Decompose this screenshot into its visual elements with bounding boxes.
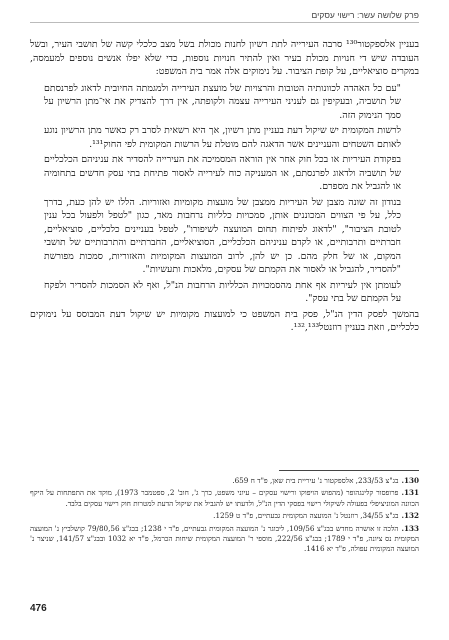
court-quote <box>44 82 401 306</box>
footnote-text: פרופסור קלינגהופר (מהפוש הויפוקו ורישוי עסקים – עיוני משפט, כרך ג', חוב' 2, ספטמבר 1973), מוקד את התפתחות על היקף הכוונה המוניציפלי בפעולה לשיקולי רישוי בפסקי הדין הנ"ל, ולדעתו יש להגביל את שיקול הדעת למטרות חוק רישוי עסקים בלבד. <box>30 488 419 508</box>
footnote-number: 133. <box>401 523 419 533</box>
footnote-text: הלכה זו אושרה מחדש בבג"צ 109/56, ליבוגר נ' המועצה המקומית גבעתיים, פ"ד י 1238; בבג"צ 79/80,56 קושלביץ נ' המועצה המקומית נס ציונה, פ"ד י 1789; בבג"צ 222/56, מוספי ר' המועצה המקומית שיחות הכרמל, פ"ד יא 1032 ובבג"צ 141/57, שניצר נ' המועצה המקומית עפולה, פ"ד יא 1416. <box>30 523 420 554</box>
running-header <box>30 10 419 23</box>
quote-paragraph-2: לרשות המקומית יש שיקול דעת בעניין מתן רשיון, אך היא רשאית לסרב רק כאשר מתן הרשיון נוגע לאותם השטחים והעניינים אשר הדאגה להם מוטלת על הרשות המקומית לפי החוק¹³¹. <box>44 125 401 150</box>
quote-paragraph-1: "עם כל האהדה לכוונותיה הטובות והרצויות של מועצת העירייה ולמגמתה החיובית לדאוג לפרנסתם של תושביה, ובעקיפין גם לעניני העירייה עצמה ולקופתה, אין דרך להצדיק את אי־מתן הרשיון על סמך הנימוק הזה. <box>44 82 401 121</box>
intro-paragraph: בעניין אלספקטור¹³⁰ סרבה העירייה לתת רשיון לחנות מכולת בשל מצב כלכלי קשה של תושבי העיר, ובשל העובדה שיש די חנויות מכולת בעיר ואין להתיר חנויות נוספות, כדי שלא יפלו אנשים נוספים למעמסה, במקרים סוציאליים, על קופת הציבור. על נימוקים אלה אמר בית המשפט: <box>30 39 419 77</box>
footnote-133 <box>30 524 419 555</box>
page-number: 476 <box>30 603 47 614</box>
quote-paragraph-4: בנודון זה שונה מצבן של העיריות ממצבן של מועצות מקומיות ואזוריות. הללו יש להן כעת, בדרך כלל, על פי הצווים המכוננים אותן, סמכויות כלליות נרחבות מאד, כגון "לטפל ולפעול בכל ענין לטובת הציבור", "לדאוג לפיתוח תחום המועצה לשיפורו", לטפל בעניינים כלכליים, סוציאליים, חברתיים ותרבותיים, או לקדם עניניהם הכלכליים, הסוציאליים, החברתיים והתרבותיים של תושבי המקום, או של חלק מהם. כן יש להן, לרוב המועצות המקומיות והאזוריות, סמכות מפורשת "להסדיר, להגביל או לאסור את הקמתם של עסקים, מלאכות ותעשיות". <box>44 196 401 275</box>
footnote-text: בג"צ 34/55, רוזנטל נ' המועצה המקומית גבעתיים, פ"ד ט 1259. <box>213 511 399 521</box>
running-title: פרק שלושה עשר: רישוי עסקים <box>311 10 419 20</box>
footnote-text: בג"צ 233/53, אלספקטור נ' עיריית בית שאן, פ"ד ח 659. <box>232 476 399 485</box>
main-text <box>30 38 419 338</box>
footnote-131 <box>30 488 419 509</box>
footnote-130 <box>30 476 419 486</box>
quote-paragraph-3: בפקודת העיריות או בכל חוק אחר אין הוראה המסמיכה את העירייה להסדיר את עניניהם הכלכליים של תושביה ולדאוג לפרנסתם, או המעניקה כוח לעירייה לאסור פתיחת בתי עסק חדשים בתחומיה או להגביל את מספרם. <box>44 154 401 192</box>
quote-paragraph-5: לעומתן אין לעיריות אף אחת מהסמכויות הכלליות הרחבות הנ"ל, ואף לא הסמכות להסדיר ולפקח על הקמתם של בתי עסק". <box>44 279 401 304</box>
footnote-separator <box>279 470 419 471</box>
footnotes <box>30 476 419 557</box>
closing-paragraph: בהמשך לפסק הדין הנ"ל, פסק בית המשפט כי למועצות מקומיות יש שיקול דעת המבוסס על נימוקים כלכליים, וזאת בעניין רוזנטל¹³²,¹³³. <box>30 308 419 333</box>
footnote-number: 132. <box>401 511 419 521</box>
footnote-132 <box>30 511 419 521</box>
footnote-number: 131. <box>401 488 419 498</box>
footnote-number: 130. <box>401 476 419 485</box>
